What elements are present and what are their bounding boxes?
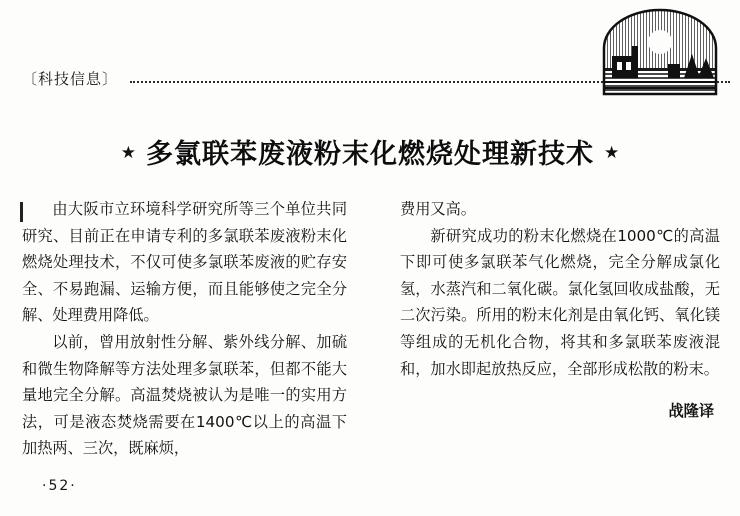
paragraph: 由大阪市立环境科学研究所等三个单位共同研究、目前正在申请专利的多氯联苯废液粉末化燃烧处理技术，不仅可使多氯联苯废液的贮存安全、不易跑漏、运输方便，而且能够使之完全分解、处理费用降低。 — [22, 200, 347, 325]
paragraph: 费用又高。 — [400, 200, 476, 218]
star-right-icon: ★ — [604, 143, 620, 163]
title-text: 多氯联苯废液粉末化燃烧处理新技术 — [146, 139, 594, 170]
translator-signature: 战隆译 — [668, 402, 714, 421]
page-number: ·52· — [42, 478, 77, 494]
right-column — [400, 196, 720, 425]
star-left-icon: ★ — [120, 143, 136, 163]
page-title — [0, 132, 740, 171]
engraved-landscape-vignette-icon — [598, 8, 722, 100]
left-column — [22, 196, 347, 462]
section-tag: 〔科技信息〕 — [22, 69, 119, 88]
paragraph: 新研究成功的粉末化燃烧在1000℃的高温下即可使多氯联苯气化燃烧，完全分解成氯化氢，水蒸汽和二氧化碳。氯化氢回收成盐酸，无二次污染。所用的粉末化剂是由氧化钙、氧化镁等组成的无机化合物，将其和多氯联苯废液混和，加水即起放热反应，全部形成松散的粉末。 — [400, 226, 720, 378]
article-body — [0, 196, 740, 466]
paragraph: 以前，曾用放射性分解、紫外线分解、加硫和微生物降解等方法处理多氯联苯，但都不能大量地完全分解。高温焚烧被认为是唯一的实用方法，可是液态焚烧需要在1400℃以上的高温下加热两、三次，既麻烦， — [22, 332, 347, 458]
